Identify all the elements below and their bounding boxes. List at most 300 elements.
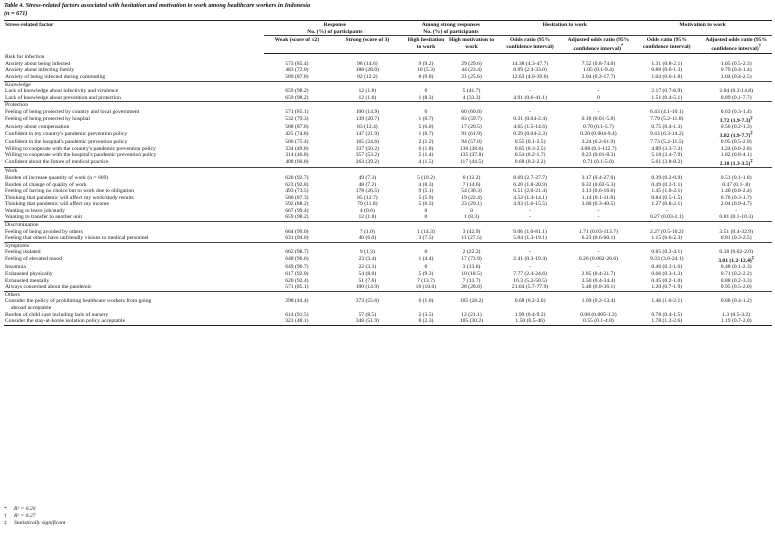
table-row <box>4 175 772 182</box>
strong-count: 100 (14.9) <box>355 108 380 115</box>
weak-count: 667 (99.4) <box>285 207 309 214</box>
high-hesitation-count: 0 <box>424 214 428 221</box>
high-motivation-count: 21 (25.6) <box>461 74 482 81</box>
strong-count: 7 (1.0) <box>359 228 375 235</box>
adjusted-odds-ratio-hesitation: 5.48 (0.8-36.1) <box>581 284 616 291</box>
adjusted-odds-ratio-hesitation: 0.70 (0.1-5.7) <box>583 124 614 131</box>
high-motivation-count: 19 (22.4) <box>461 194 482 201</box>
high-motivation-count: 91 (61.9) <box>461 130 482 137</box>
section-header <box>4 54 772 61</box>
adjusted-odds-ratio-hesitation: 0.08 (0.005-1.3) <box>580 311 617 318</box>
odds-ratio-motivation: 7.73 (5.2-11.5) <box>650 139 684 146</box>
weak-count: 623 (92.8) <box>285 181 309 188</box>
table-row <box>4 188 772 195</box>
table-row <box>4 124 772 131</box>
adjusted-odds-ratio-hesitation: 1.69 (0.2-13.4) <box>581 298 616 305</box>
table-row <box>4 74 772 81</box>
high-hesitation-count: 1 (0.7) <box>418 115 434 122</box>
factor-label <box>4 152 264 159</box>
high-hesitation-count: 5 (9.3) <box>418 271 434 278</box>
adjusted-odds-ratio-motivation: 3.51 (0.4-32.9) <box>719 228 753 235</box>
significance-mark: ‡ <box>751 256 755 262</box>
weak-count: 571 (85.1) <box>285 284 309 291</box>
factor-label-text: Always concerned about the pandemic <box>5 284 92 291</box>
table-row <box>4 131 772 139</box>
adjusted-odds-ratio-motivation <box>700 256 772 264</box>
weak-count: 314 (46.8) <box>285 152 309 159</box>
factor-label-text: Anxiety of being infected during commuting <box>5 74 106 81</box>
adjusted-odds-ratio-hesitation: 0.18 (0.01-5.8) <box>581 115 616 122</box>
adjusted-odds-ratio-hesitation: 1.05 (0.1-9.4) <box>583 67 614 74</box>
factor-label <box>4 256 264 264</box>
high-hesitation-count: 10 (10.0) <box>415 284 437 291</box>
table-row <box>4 249 772 256</box>
high-hesitation-count: 2 (3.5) <box>418 311 434 318</box>
high-motivation-count: 5 (41.7) <box>462 88 481 95</box>
high-motivation-count: 117 (44.5) <box>459 158 484 165</box>
factor-label-continued: abroad acceptable <box>11 305 52 312</box>
factor-label-text: Confident in the hospital's pandemic prevention policy <box>5 139 128 146</box>
adjusted-odds-ratio-motivation: 1.04 (0.4-2.5) <box>720 74 752 81</box>
header-high-hesitation: High hesitation to work <box>405 36 446 54</box>
odds-ratio-motivation: 0.75 (0.4-1.3) <box>651 124 683 131</box>
weak-count: 573 (85.4) <box>285 60 309 67</box>
adjusted-odds-ratio-motivation: 0.18 (0.02-2.0) <box>719 249 753 256</box>
odds-ratio-hesitation: 14.38 (4.3-47.7) <box>511 60 549 67</box>
footnote-text: R² = 0.27 <box>14 512 36 519</box>
factor-label <box>4 278 264 285</box>
odds-ratio-hesitation: 8.99 (2.4-33.0) <box>513 67 547 74</box>
odds-ratio-hesitation: 21.04 (5.7-77.9) <box>511 284 549 291</box>
strong-count: 82 (12.2) <box>357 74 378 81</box>
weak-count: 493 (73.5) <box>285 188 309 195</box>
factor-label <box>4 146 264 153</box>
odds-ratio-hesitation: 8.69 (2.7-27.7) <box>513 174 547 181</box>
odds-ratio-motivation: 5.61 (3.8-8.2) <box>651 158 683 165</box>
header-aor-motivation-text: Adjusted odds ratio (95% confidence interval) <box>705 37 768 52</box>
odds-ratio-hesitation: 1.50 (0.5-46) <box>496 318 563 325</box>
odds-ratio-motivation: 7.79 (5.2-11.8) <box>650 115 684 122</box>
adjusted-odds-ratio-motivation: 0.95 (0.5-2.0) <box>720 139 752 146</box>
adjusted-odds-ratio-hesitation: - <box>597 264 600 271</box>
odds-ratio-hesitation: - <box>529 264 532 271</box>
factor-label-text: Anxiety about being infected <box>5 60 71 67</box>
high-motivation-count: 3 (13.6) <box>462 264 481 271</box>
adjusted-odds-ratio-hesitation: 2.85 (0.4-21.7) <box>581 271 616 278</box>
adjusted-odds-ratio-motivation: 0.63 (0.3-1.4) <box>720 108 752 115</box>
odds-ratio-hesitation: 5.04 (1.3-19.1) <box>513 235 547 242</box>
odds-ratio-hesitation: 16.3 (5.2-50.5) <box>513 277 547 284</box>
table-row <box>4 298 772 311</box>
weak-count: 588 (87.6) <box>285 124 309 131</box>
odds-ratio-hesitation: - <box>529 214 532 221</box>
factor-label-text: Willing to cooperate with the hospital's pandemic prevention policy <box>5 152 157 159</box>
factor-label-text: Consider the policy of prohibiting healthcare workers from going <box>5 298 152 305</box>
odds-ratio-hesitation: - <box>529 88 532 95</box>
odds-ratio-motivation: 1.15 (0.6-2.3) <box>651 235 683 242</box>
factor-label <box>4 61 264 68</box>
adjusted-odds-ratio-motivation: 1.82 (0.8-4.1) <box>720 152 752 159</box>
section-header <box>4 81 772 88</box>
factor-label <box>4 95 264 102</box>
footnote-text: R² = 0.20 <box>14 506 36 512</box>
odds-ratio-motivation: 0.85 (0.2-4.1) <box>651 249 683 256</box>
weak-count: 425 (74.8) <box>285 130 309 137</box>
factor-label-text: Confident about the future of medical practice <box>5 158 109 165</box>
odds-ratio-hesitation: 0.68 (0.2-2.2) <box>514 158 546 165</box>
adjusted-odds-ratio-motivation: 1.3 (0.5-3.2) <box>722 311 751 318</box>
weak-count: 323 (48.1) <box>264 318 329 325</box>
header-aor-hesitation <box>564 36 633 54</box>
adjusted-odds-ratio-hesitation: 6.23 (0.6-60.1) <box>581 235 616 242</box>
section-header <box>4 242 772 249</box>
adjusted-odds-ratio-motivation: 0.81 (0.1-10.3) <box>719 214 753 221</box>
table-row <box>4 278 772 285</box>
factor-label <box>4 318 264 325</box>
factor-label <box>4 214 264 221</box>
factor-label-text: Anxiety about infecting family <box>5 67 75 74</box>
high-hesitation-count: 0 <box>424 207 428 214</box>
factor-label <box>4 235 264 242</box>
weak-count: 649 (96.7) <box>285 264 309 271</box>
factor-label-text: Thinking that pandemic will affect my income <box>5 201 109 208</box>
adjusted-odds-ratio-motivation: - <box>735 207 738 214</box>
factor-label-text: Thinking that pandemic will affect my work/study results <box>5 194 134 201</box>
table-row <box>4 88 772 95</box>
high-hesitation-count: 5 (1.4) <box>418 152 434 159</box>
weak-count: 664 (99.0) <box>285 228 309 235</box>
high-motivation-count: 83 (59.7) <box>461 115 482 122</box>
strong-count: 9 (1.3) <box>359 249 375 256</box>
factor-label-text: Burden of increase quantity of work (n = 669) <box>5 174 109 181</box>
odds-ratio-hesitation: 4.93 (1.6-15.5) <box>513 201 547 208</box>
high-motivation-count: 0 <box>470 207 473 214</box>
factor-label-text: Feeling of being protected by hospital <box>5 115 90 122</box>
factor-label-text: Consider the stay-at-home isolation policy acceptable <box>5 318 126 325</box>
odds-ratio-hesitation: 0.68 (0.2-2.0) <box>514 298 546 305</box>
high-hesitation-count: 2 (1.2) <box>418 139 434 146</box>
header-response-title: Response <box>323 22 347 28</box>
weak-count: 648 (96.6) <box>285 256 309 263</box>
adjusted-odds-ratio-motivation: 1.40 (0.8-2.4) <box>720 188 752 195</box>
strong-count: 85 (12.7) <box>357 194 378 201</box>
header-high-motivation: High motivation to work <box>447 36 497 54</box>
odds-ratio-motivation: 0.66 (0.3-1.3) <box>651 271 683 278</box>
odds-ratio-hesitation: - <box>529 207 532 214</box>
odds-ratio-motivation: 0.39 (0.2-0.9) <box>651 174 683 181</box>
weak-count: 408 (60.8) <box>285 158 309 165</box>
factor-label <box>4 74 264 81</box>
odds-ratio-motivation: 0.88 (0.6-1.3) <box>651 67 683 74</box>
high-motivation-count: 29 (29.6) <box>461 60 482 67</box>
high-hesitation-count: 5 (6.3) <box>418 201 434 208</box>
odds-ratio-motivation: 1.51 (0.4-5.1) <box>651 94 683 101</box>
strong-count: 357 (53.2) <box>355 152 380 159</box>
odds-ratio-motivation: 1.78 (1.2-2.6) <box>633 318 700 325</box>
weak-count: 614 (91.5) <box>285 311 309 318</box>
factor-label-text: Insomnia <box>5 264 26 271</box>
factor-label <box>4 195 264 202</box>
section-title: Risk for infection <box>5 54 45 61</box>
header-among-sub: No. (%) of participants <box>423 28 479 35</box>
odds-ratio-motivation: 6.43 (4.1-10.1) <box>649 108 684 115</box>
table-row <box>4 284 772 291</box>
adjusted-odds-ratio-hesitation: 1.14 (0.1-11.8) <box>581 194 616 201</box>
high-motivation-count: 54 (30.3) <box>461 188 482 195</box>
header-aor-motivation-mark: † <box>758 43 762 49</box>
high-motivation-count: 17 (73.9) <box>461 256 482 263</box>
strong-count: 98 (14.6) <box>357 60 378 67</box>
strong-count: 57 (8.5) <box>358 311 377 318</box>
footnote-mark: * <box>4 506 7 512</box>
factor-label-text: Exhausted physically <box>5 271 53 278</box>
adjusted-odds-ratio-hesitation: 0.26 (0.002-26.6) <box>578 256 618 263</box>
adjusted-odds-ratio-hesitation: 3.24 (0.2-61.9) <box>581 139 616 146</box>
header-aor-hesitation-text: Adjusted odds ratio (95% confidence interval) <box>567 37 630 52</box>
weak-count: 659 (98.2) <box>285 214 309 221</box>
high-motivation-count: 17 (20.5) <box>461 124 482 131</box>
high-motivation-count: 11 (27.5) <box>461 235 482 242</box>
footnote-mark: † <box>4 512 7 519</box>
header-among <box>405 21 496 36</box>
odds-ratio-motivation: 0.27 (0.03-2.1) <box>649 214 684 221</box>
table-row <box>4 116 772 124</box>
weak-count: 592 (88.2) <box>285 201 309 208</box>
factor-label-text: Feeling of elevated mood <box>5 256 63 263</box>
adjusted-odds-ratio-hesitation: 0.32 (0.02-5.3) <box>581 181 616 188</box>
odds-ratio-motivation: 2.17 (0.7-6.9) <box>651 88 683 95</box>
high-motivation-count: 23 (29.1) <box>461 201 482 208</box>
odds-ratio-hesitation: 9.06 (1.0-81.1) <box>513 228 547 235</box>
strong-count: 188 (28.0) <box>355 67 380 74</box>
factor-label <box>4 271 264 278</box>
factor-label-text: Confident in my country's pandemic prevention policy <box>5 130 128 137</box>
adjusted-odds-ratio-motivation: 1.05 (0.5-2.3) <box>720 60 752 67</box>
strong-count: 49 (7.3) <box>358 174 377 181</box>
header-weak: Weak (score of ≤2) <box>264 36 329 54</box>
factor-label-text: Anxiety about compensation <box>5 124 70 131</box>
table-row <box>4 208 772 215</box>
odds-ratio-hesitation: 4.65 (1.5-14.6) <box>513 124 547 131</box>
section-title: Protection <box>4 102 772 109</box>
weak-count: 532 (79.3) <box>285 115 309 122</box>
factor-label-text: Feeling of being protected by country and local government <box>5 108 140 115</box>
strong-count: 12 (1.8) <box>358 94 377 101</box>
table-row <box>4 318 772 325</box>
strong-count: 51 (7.6) <box>358 277 377 284</box>
odds-ratio-motivation: 1.04 (0.6-1.8) <box>651 74 683 81</box>
factor-label-text: Lack of knowledge about infectivity and virulence <box>5 88 119 95</box>
strong-count: 54 (8.0) <box>358 271 377 278</box>
odds-ratio-hesitation: 0.29 (0.04-2.3) <box>513 130 547 137</box>
footnote <box>4 506 65 513</box>
strong-count: 48 (7.2) <box>358 181 377 188</box>
factor-label <box>4 124 264 131</box>
adjusted-odds-ratio-motivation: 0.56 (0.2-1.3) <box>720 124 752 131</box>
odds-ratio-hesitation: 7.77 (2.4-24.6) <box>513 271 547 278</box>
weak-count: 659 (98.2) <box>285 94 309 101</box>
factor-label-text: Willing to cooperate with the country's pandemic prevention policy <box>5 145 156 152</box>
table-row <box>4 201 772 208</box>
strong-count: 337 (50.2) <box>355 145 380 152</box>
header-response-sub: No. (%) of participants <box>307 28 363 35</box>
section-title: Work <box>4 168 772 175</box>
header-or-hesitation: Odds ratio (95% confidence interval) <box>496 36 563 54</box>
significance-mark: ‡ <box>750 130 753 136</box>
weak-count: 631 (94.0) <box>285 235 309 242</box>
factor-label <box>4 312 264 319</box>
weak-count: 662 (98.7) <box>285 249 309 256</box>
high-motivation-count: 60 (60.0) <box>461 108 482 115</box>
strong-count: 263 (39.2) <box>355 158 380 165</box>
table-row <box>4 256 772 264</box>
high-hesitation-count: 1 (8.3) <box>418 94 434 101</box>
header-or-motivation: Odds ratio (95% confidence interval) <box>633 36 700 54</box>
strong-count: 348 (51.9) <box>329 318 405 325</box>
weak-count: 483 (72.0) <box>285 67 309 74</box>
high-motivation-count: 7 (13.7) <box>462 277 481 284</box>
header-hesitation: Hesitation to work <box>496 21 633 36</box>
odds-ratio-motivation: 2.27 (0.5-10.2) <box>649 228 684 235</box>
footnote <box>4 513 65 520</box>
high-motivation-count: 12 (21.1) <box>461 311 482 318</box>
section-header <box>4 291 772 298</box>
table-row <box>4 152 772 159</box>
strong-count: 79 (11.8) <box>357 201 378 208</box>
weak-count: 298 (44.4) <box>285 298 309 305</box>
high-motivation-count: 6 (12.2) <box>462 174 481 181</box>
significant-value: 3.81 (1.2-12.4) <box>718 257 752 264</box>
factor-label <box>4 188 264 195</box>
adjusted-odds-ratio-motivation: 1.24 (0.6-2.8) <box>720 145 752 152</box>
table-sample-size: (n = 671) <box>4 10 28 17</box>
table-row <box>4 229 772 236</box>
high-hesitation-count: 6 (1.6) <box>418 298 434 305</box>
high-motivation-count: 10 (18.5) <box>461 271 482 278</box>
table-row <box>4 146 772 153</box>
odds-ratio-hesitation: - <box>529 249 532 256</box>
high-hesitation-count: 0 <box>424 108 428 115</box>
strong-count: 22 (3.3) <box>358 264 377 271</box>
odds-ratio-motivation: 9.43 (6.3-14.2) <box>649 130 684 137</box>
table-body <box>4 54 772 326</box>
adjusted-odds-ratio-motivation: 0.79 (0.4-1.4) <box>720 67 752 74</box>
strong-count: 40 (6.0) <box>358 235 377 242</box>
factor-label <box>4 182 264 189</box>
odds-ratio-motivation: 5.18 (3.4-7.9) <box>651 152 683 159</box>
factor-label <box>4 201 264 208</box>
high-hesitation-count: 5 (10.2) <box>417 174 435 181</box>
odds-ratio-motivation: 0.84 (0.5-1.5) <box>651 194 683 201</box>
table-row <box>4 61 772 68</box>
odds-ratio-hesitation: 1.99 (0.4-9.2) <box>514 311 546 318</box>
high-hesitation-count: 3 (7.5) <box>418 235 434 242</box>
high-motivation-count: 44 (23.4) <box>461 67 482 74</box>
adjusted-odds-ratio-hesitation: 0.23 (0.01-8.3) <box>581 152 616 159</box>
odds-ratio-hesitation: 0.31 (0.04-2.4) <box>513 115 547 122</box>
weak-count: 571 (85.1) <box>285 108 309 115</box>
strong-count: 178 (26.5) <box>355 188 380 195</box>
odds-ratio-motivation: 0.49 (0.2-1.1) <box>651 181 683 188</box>
odds-ratio-motivation: 1.31 (0.8-2.1) <box>651 60 683 67</box>
odds-ratio-motivation: 0.78 (0.4-1.5) <box>651 311 683 318</box>
factor-label-text: Feeling that others have unfriendly visions to medical personnel <box>5 235 149 242</box>
adjusted-odds-ratio-motivation: 0.89 (0.1-7.7) <box>720 94 752 101</box>
factor-label <box>4 131 264 139</box>
table-caption <box>4 2 310 18</box>
high-hesitation-count: 5 (5.9) <box>418 194 434 201</box>
high-hesitation-count: 0 <box>424 88 428 95</box>
adjusted-odds-ratio-motivation <box>700 116 772 124</box>
header-aor-motivation <box>700 36 772 54</box>
factor-label <box>4 284 264 291</box>
footnote-text: Statistically significant <box>14 519 66 526</box>
high-hesitation-count: 4 (8.3) <box>418 181 434 188</box>
high-hesitation-count: 1 (14.3) <box>417 228 435 235</box>
significant-value: 3.72 (1.9-7.3) <box>719 117 751 124</box>
adjusted-odds-ratio-hesitation: 3.60 (0.3-40.5) <box>581 201 616 208</box>
odds-ratio-hesitation: 4.52 (1.4-14.1) <box>513 194 547 201</box>
table-row <box>4 235 772 242</box>
table-row <box>4 109 772 116</box>
high-hesitation-count: 8 (9.8) <box>418 74 434 81</box>
adjusted-odds-ratio-hesitation: 3.13 (0.6-16.6) <box>581 188 616 195</box>
adjusted-odds-ratio-motivation: 2.04 (0.3-14.8) <box>719 88 753 95</box>
header-among-title: Among strong responses <box>421 22 480 28</box>
high-motivation-count: 105 (30.2) <box>447 318 497 325</box>
odds-ratio-hesitation: 0.85 (0.3-2.5) <box>514 145 546 152</box>
adjusted-odds-ratio-hesitation: - <box>597 108 600 115</box>
odds-ratio-motivation: 9.33 (3.6-24.1) <box>649 256 684 263</box>
high-motivation-count: 7 (14.6) <box>462 181 481 188</box>
adjusted-odds-ratio-hesitation: - <box>597 88 600 95</box>
table-row <box>4 67 772 74</box>
odds-ratio-hesitation: 12.63 (4.0-39.6) <box>511 74 549 81</box>
weak-count: 620 (92.4) <box>285 277 309 284</box>
table-row <box>4 95 772 102</box>
adjusted-odds-ratio-hesitation: 2.04 (0.2-17.7) <box>581 74 616 81</box>
section-title: Symptoms <box>4 242 772 249</box>
factor-label <box>4 175 264 182</box>
adjusted-odds-ratio-hesitation: 0.20 (0.004-9.4) <box>580 130 617 137</box>
odds-ratio-hesitation: - <box>529 108 532 115</box>
odds-ratio-motivation: 1.46 (1.0-2.1) <box>651 298 683 305</box>
odds-ratio-hesitation: 0.54 (0.2-1.7) <box>514 152 546 159</box>
high-hesitation-count: 0 <box>424 249 428 256</box>
adjusted-odds-ratio-motivation: 0.47 (0.1-.8) <box>722 181 751 188</box>
adjusted-odds-ratio-hesitation: - <box>597 249 600 256</box>
adjusted-odds-ratio-motivation: 0.71 (0.2-2.2) <box>720 271 752 278</box>
factor-label-text: Exhausted mentally <box>5 277 50 284</box>
adjusted-odds-ratio-hesitation: - <box>597 214 600 221</box>
factor-label <box>4 159 264 168</box>
table-row <box>4 312 772 319</box>
significant-value: 2.18 (1.3-3.5) <box>719 160 751 167</box>
odds-ratio-motivation: 0.45 (0.2-1.0) <box>651 277 683 284</box>
high-motivation-count: 2 (22.2) <box>462 249 481 256</box>
odds-ratio-motivation: 1.27 (0.8-2.1) <box>651 201 683 208</box>
strong-count: 139 (20.7) <box>355 115 380 122</box>
odds-ratio-hesitation: 4.91 (0.6-41.1) <box>513 94 547 101</box>
footnotes <box>4 506 65 526</box>
adjusted-odds-ratio-motivation: 0.76 (0.3-1.7) <box>720 194 752 201</box>
adjusted-odds-ratio-motivation: 0.51 (0.1-1.8) <box>720 174 752 181</box>
high-motivation-count: 3 (42.9) <box>462 228 481 235</box>
adjusted-odds-ratio-hesitation: 0.71 (0.1-5.0) <box>583 158 614 165</box>
odds-ratio-motivation: 0.46 (0.1-1.6) <box>651 264 683 271</box>
table-row <box>4 271 772 278</box>
adjusted-odds-ratio-hesitation: 0 <box>597 94 600 101</box>
